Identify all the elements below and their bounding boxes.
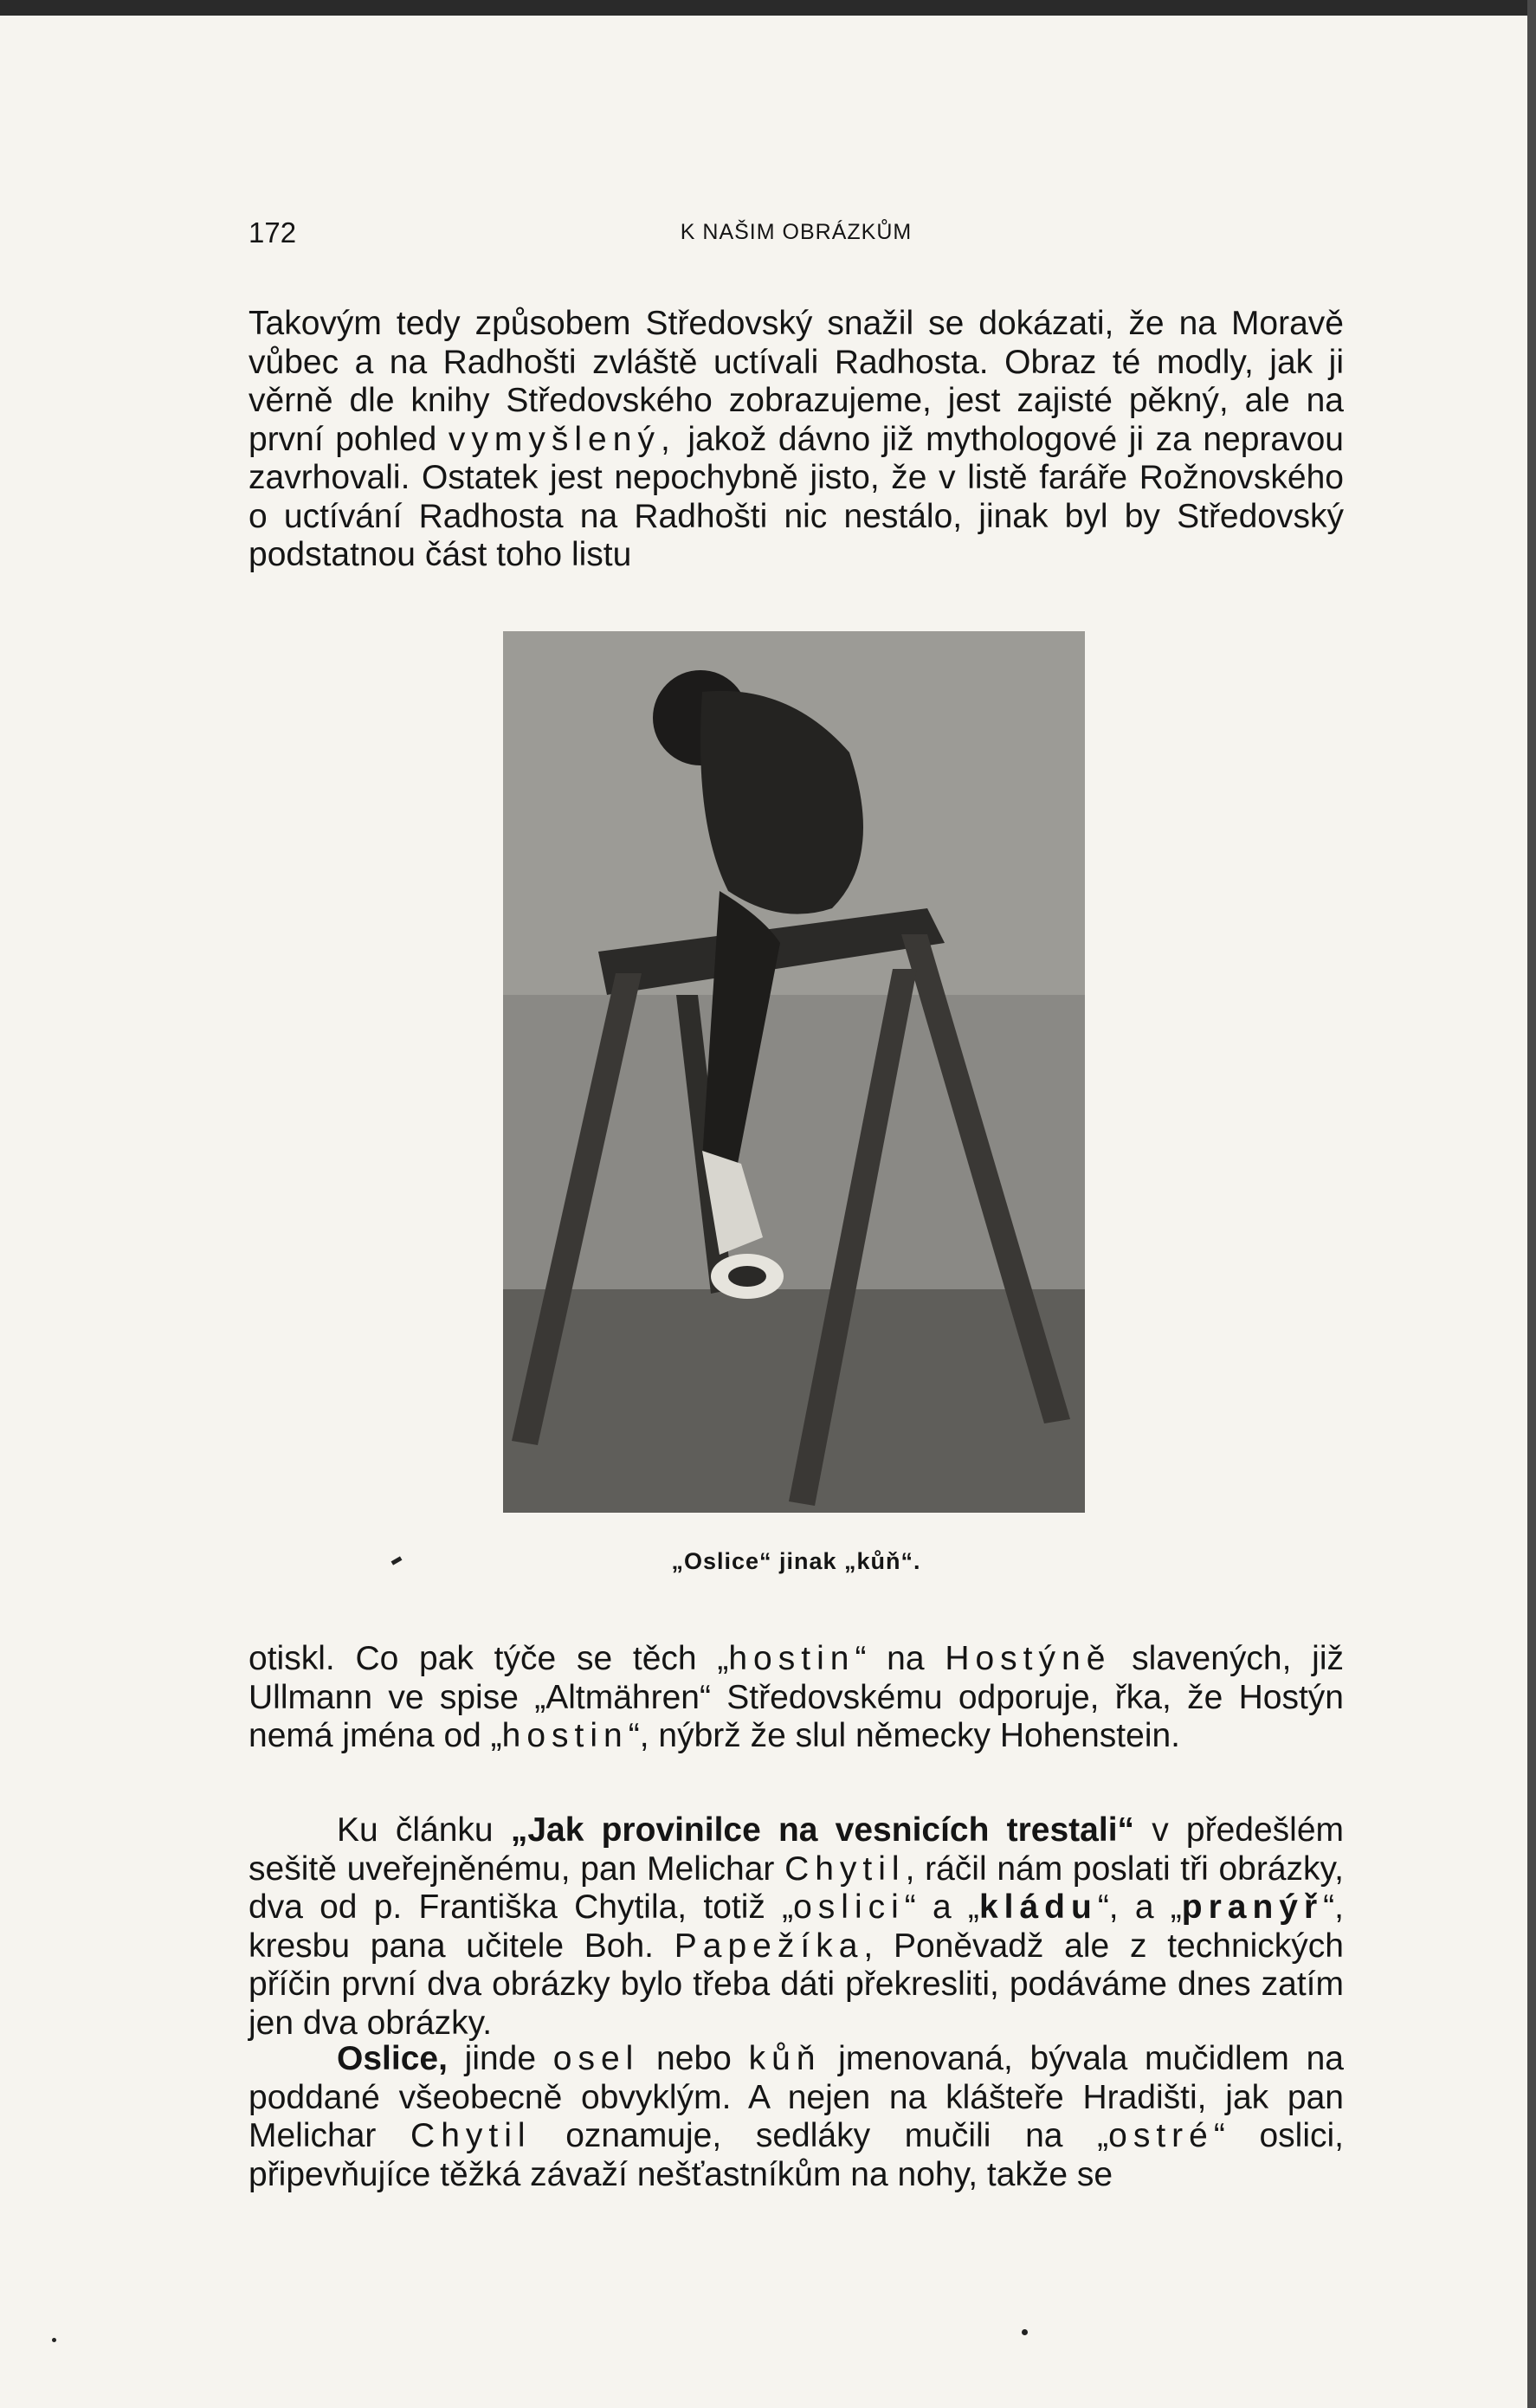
paragraph-3-text-a: Ku článku xyxy=(337,1811,511,1849)
scan-right-edge xyxy=(1527,0,1536,2408)
paragraph-2-text-a: otiskl. Co pak týče se těch „ xyxy=(248,1640,729,1677)
paragraph-3-emph-oslici: oslici xyxy=(793,1888,905,1926)
page-header xyxy=(248,216,1344,260)
paragraph-2-emph-hostin-2: hostin xyxy=(501,1717,629,1754)
scan-top-edge xyxy=(0,0,1536,16)
scan-speck xyxy=(52,2338,56,2342)
paragraph-1-emph: vymyšlený, xyxy=(448,420,676,458)
paragraph-4-emph-chytil: Chytil xyxy=(410,2117,532,2154)
paragraph-4-emph-osel: osel xyxy=(552,2040,640,2077)
figure-caption: „Oslice“ jinak „kůň“. xyxy=(671,1548,921,1574)
paragraph-4-emph-ostre: ostré xyxy=(1108,2117,1214,2154)
paragraph-4-emph-kun: kůň xyxy=(748,2040,822,2077)
paragraph-3-text-m: , Poněvadž ale z technických příčin první dva obrázky bylo třeba dáti překresliti, podáváme dnes zatím jen dva obrázky. xyxy=(248,1927,1344,2042)
paragraph-2-text-c: “ na xyxy=(855,1640,925,1677)
paragraph-4-text-f: jmenovaná, bývala mučidlem na poddané všeobecně obvyklým. A nejen na klášteře Hradišti, jak pan Melichar xyxy=(248,2040,1344,2154)
paragraph-4-text-b: jinde xyxy=(447,2040,553,2077)
paragraph-3-article-title: „Jak provinilce na vesnicích trestali“ xyxy=(510,1811,1135,1849)
paragraph-4-text-d: nebo xyxy=(639,2040,749,2077)
paragraph-2-emph-hostyne: Hostýně xyxy=(945,1640,1112,1677)
paragraph-3 xyxy=(248,1811,1344,2043)
paragraph-4 xyxy=(248,2040,1344,2194)
figure-oslice-photo xyxy=(503,631,1085,1513)
paragraph-4-lead: Oslice, xyxy=(337,2040,448,2077)
paragraph-3-text-k: “, kresbu pana učitele Boh. xyxy=(248,1888,1344,1965)
paragraph-4-text-j: “ oslici, připevňujíce těžká závaží nešťastníkům na nohy, takže se xyxy=(248,2117,1345,2193)
paragraph-1-text-c: jakož dávno již mythologové ji za nepravou zavrhovali. Ostatek jest nepochybně jisto, že v listě faráře Rožnovského o uctívání Radhosta na Radhošti nic nestálo, jinak byl by Středovský podstatnou část toho listu xyxy=(248,420,1344,573)
paragraph-3-emph-kladu: kládu xyxy=(978,1888,1098,1926)
paragraph-2 xyxy=(248,1640,1344,1756)
paragraph-1 xyxy=(248,305,1344,575)
paragraph-4-text-h: oznamuje, sedláky mučili na „ xyxy=(531,2117,1109,2154)
page-number: 172 xyxy=(248,216,297,249)
paragraph-2-emph-hostin: hostin xyxy=(728,1640,855,1677)
oslice-illustration xyxy=(503,631,1085,1513)
paragraph-3-text-c: v předešlém sešitě uveřejněnému, pan Melichar xyxy=(248,1811,1344,1888)
paragraph-3-text-e: , ráčil nám poslati tři obrázky, dva od p. Františka Chytila, totiž „ xyxy=(248,1850,1344,1926)
paragraph-3-text-g: “ a „ xyxy=(904,1888,979,1926)
paragraph-2-text-g: “, nýbrž že slul německy Hohenstein. xyxy=(628,1717,1181,1754)
paragraph-3-text-i: “, a „ xyxy=(1097,1888,1182,1926)
paragraph-1-text-a: Takovým tedy způsobem Středovský snažil se dokázati, že na Moravě vůbec a na Radhošti zvláště uctívali Radhosta. Obraz té modly, jak ji věrně dle knihy Středovského zobrazujeme, jest zajisté pěkný, ale na první pohled xyxy=(248,305,1344,458)
paragraph-3-emph-pranyr: pranýř xyxy=(1181,1888,1324,1926)
scan-speck xyxy=(1022,2329,1028,2335)
paragraph-3-emph-papezika: Papežíka xyxy=(674,1927,864,1965)
running-head: K NAŠIM OBRÁZKŮM xyxy=(680,220,913,244)
paragraph-2-text-e: slavených, již Ullmann ve spise „Altmähren“ Středovskému odporuje, řka, že Hostýn nemá jména od „ xyxy=(248,1640,1345,1754)
paragraph-3-emph-chytil: Chytil xyxy=(784,1850,906,1888)
